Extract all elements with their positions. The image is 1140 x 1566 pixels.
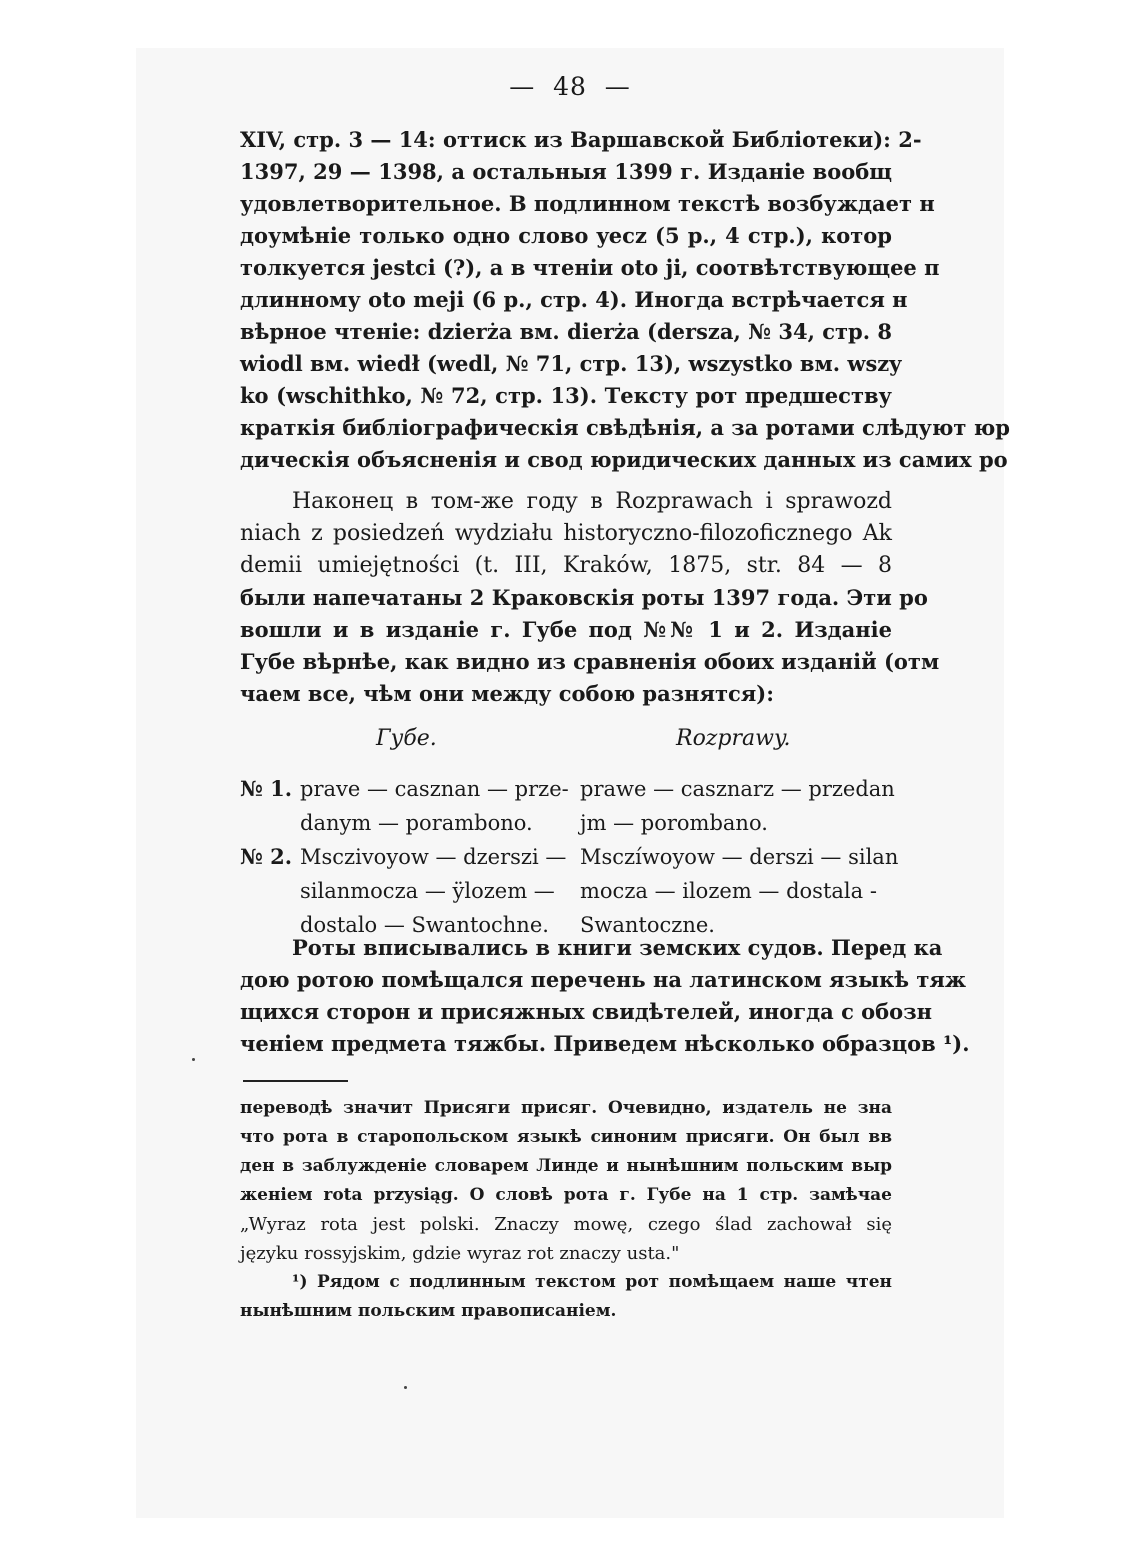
text-line: были напечатаны 2 Краковскія роты 1397 года. Эти ро bbox=[240, 585, 928, 610]
comparison-header bbox=[240, 726, 892, 762]
entry-line: prave — casznan — prze- bbox=[300, 777, 569, 801]
scan-speck bbox=[404, 1386, 407, 1389]
footnote-line: języku rossyjskim, gdzie wyraz rot znaczy usta." bbox=[240, 1243, 680, 1264]
entry-line: danym — porambono. bbox=[300, 811, 533, 835]
text-line: Губе вѣрнѣе, как видно из сравненія обоих изданій (отм bbox=[240, 649, 940, 674]
footnote-line: ден в заблужденіе словарем Линде и нынѣшним польским выр bbox=[240, 1156, 892, 1176]
entry-gube-text bbox=[300, 772, 570, 840]
footnote-line: переводѣ значит Присяги присяг. Очевидно, издатель не зна bbox=[240, 1098, 892, 1118]
entry-gube-text bbox=[300, 840, 570, 942]
text-line: чаем все, чѣм они между собою разнятся): bbox=[240, 681, 774, 706]
footnotes bbox=[240, 1094, 892, 1326]
entry-line: prawe — casznarz — przedan bbox=[580, 777, 895, 801]
entry-number: № 1. bbox=[240, 776, 293, 801]
page-number: — 48 — bbox=[509, 72, 631, 101]
entry-line: Msczíwoyow — derszi — silan bbox=[580, 845, 899, 869]
entry-rozprawy-text bbox=[580, 840, 899, 942]
paragraph-3 bbox=[240, 932, 970, 1060]
text-line: дическія объясненія и свод юридических данных из самих ро bbox=[240, 447, 1008, 472]
entry-number: № 2. bbox=[240, 844, 293, 869]
text-line: 1397, 29 — 1398, а остальныя 1399 г. Изданіе вообщ bbox=[240, 159, 892, 184]
footnote-line: женіем rota przysiąg. О словѣ рота г. Губе на 1 стр. замѣчае bbox=[240, 1185, 892, 1205]
text-line: ko (wschithko, № 72, стр. 13). Тексту рот предшеству bbox=[240, 383, 892, 408]
text-line: ченіем предмета тяжбы. Приведем нѣсколько образцов ¹). bbox=[240, 1031, 970, 1056]
entry-line: silanmocza — ÿlozem — bbox=[300, 879, 555, 903]
text-line: дою ротою помѣщался перечень на латинском языкѣ тяж bbox=[240, 967, 967, 992]
text-line: щихся сторон и присяжных свидѣтелей, иногда с обозн bbox=[240, 999, 932, 1024]
text-line: краткія библіографическія свѣдѣнія, а за ротами слѣдуют юр bbox=[240, 415, 1010, 440]
text-line: wiodl вм. wiedł (wedl, № 71, стр. 13), wszystko вм. wszy bbox=[240, 351, 902, 376]
entry-line: mocza — ilozem — dostala - bbox=[580, 879, 877, 903]
text-line: вѣрное чтеніе: dzierża вм. dierża (dersza, № 34, стр. 8 bbox=[240, 319, 892, 344]
footnote-line: ¹) Рядом с подлинным текстом рот помѣщаем наше чтен bbox=[292, 1272, 892, 1292]
column-header-rozprawy: Rozprawy. bbox=[676, 726, 791, 751]
entry-line: jm — porombano. bbox=[580, 811, 768, 835]
footnote-line: нынѣшним польским правописаніем. bbox=[240, 1301, 617, 1321]
text-line: demii umiejętności (t. III, Kraków, 1875, str. 84 — 8 bbox=[240, 553, 892, 578]
text-line: доумѣніе только одно слово yecz (5 р., 4 стр.), котор bbox=[240, 223, 892, 248]
footnote-line: „Wyraz rota jest polski. Znaczy mowę, czego ślad zachował się bbox=[240, 1214, 892, 1235]
text-line: Роты вписывались в книги земских судов. Перед ка bbox=[292, 935, 943, 960]
text-line: длинному oto meji (6 р., стр. 4). Иногда встрѣчается н bbox=[240, 287, 908, 312]
footnote-rule bbox=[243, 1080, 348, 1082]
paragraph-2 bbox=[240, 486, 940, 710]
footnote-line: что рота в старопольском языкѣ синоним присяги. Он был вв bbox=[240, 1127, 892, 1147]
text-line: вошли и в изданіе г. Губе под №№ 1 и 2. Изданіе bbox=[240, 617, 892, 642]
entry-line: dostalo — Swantochne. bbox=[300, 913, 549, 937]
entry-rozprawy-text bbox=[580, 772, 895, 840]
text-line: удовлетворительное. В подлинном текстѣ возбуждает н bbox=[240, 191, 935, 216]
paragraph-1 bbox=[240, 124, 1010, 476]
column-header-gube: Губе. bbox=[376, 726, 437, 751]
entry-line: Msczivoyow — dzerszi — bbox=[300, 845, 567, 869]
entry-line: Swantoczne. bbox=[580, 913, 715, 937]
text-line: niach z posiedzeń wydziału historyczno-filozoficznego Ak bbox=[240, 521, 892, 546]
text-line: толкуется jestci (?), а в чтеніи oto ji, соотвѣтствующее п bbox=[240, 255, 940, 280]
text-line: Наконец в том-же году в Rozprawach i sprawozd bbox=[292, 489, 892, 514]
text-line: XIV, стр. 3 — 14: оттиск из Варшавской Библіотеки): 2- bbox=[240, 127, 922, 152]
scan-speck bbox=[192, 1058, 195, 1061]
